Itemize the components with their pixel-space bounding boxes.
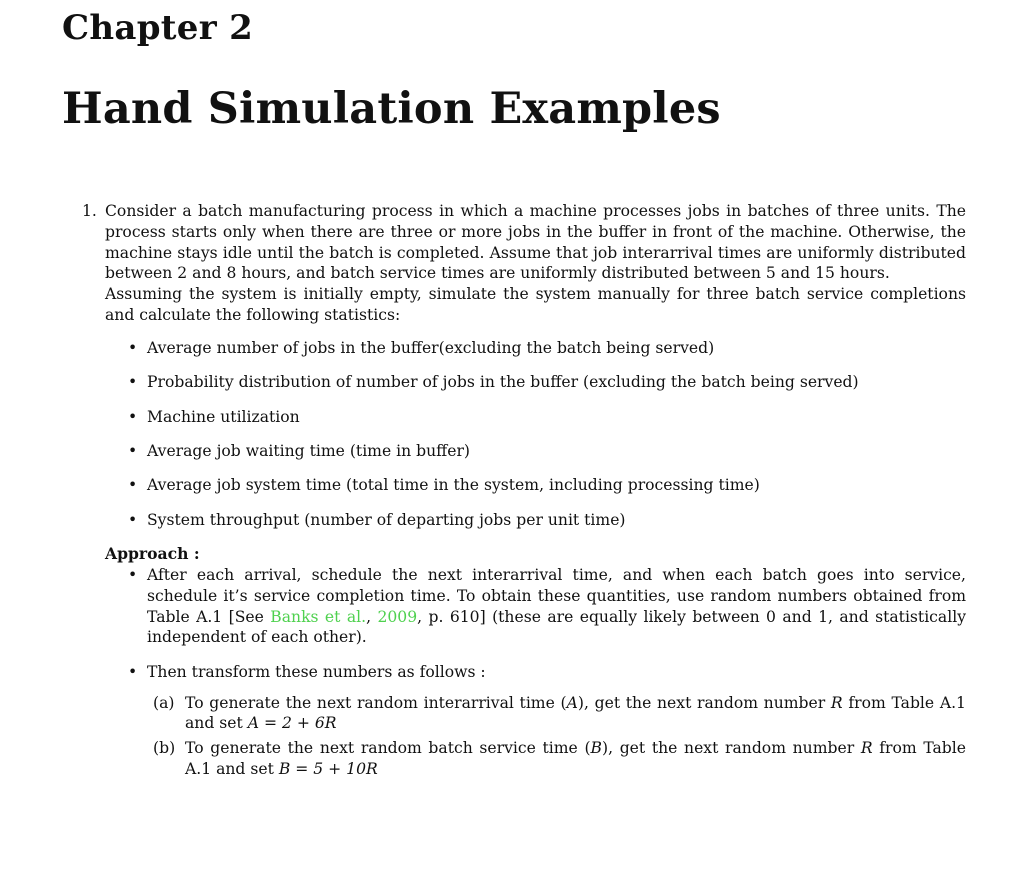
citation-year-link[interactable]: 2009 — [377, 607, 418, 626]
statistics-list — [105, 338, 966, 531]
list-item: • Average job waiting time (time in buffer) — [128, 441, 471, 460]
math-var: R — [860, 739, 873, 758]
bullet-icon: • — [128, 662, 138, 681]
formula: A = 2 + 6R — [247, 714, 337, 733]
problem-number: 1. — [82, 202, 97, 220]
math-var: R — [830, 693, 843, 712]
chapter-label: Chapter 2 — [62, 8, 254, 48]
list-item: • Machine utilization — [128, 407, 300, 426]
bullet-icon: • — [128, 476, 138, 495]
citation-author-link[interactable]: Banks et al. — [270, 607, 367, 626]
bullet-icon: • — [128, 407, 138, 426]
problem-paragraph-1: Consider a batch manufacturing process in which a machine processes jobs in batches of three units. The process starts only when there are three or more jobs in the buffer in front of the machine. Otherwise, the machine stays idle until the batch is completed. Assume that job interarrival times are uniformly distributed between 2 and 8 hours, and batch service times are uniformly distributed between 5 and 15 hours. — [105, 202, 966, 283]
bullet-icon: • — [128, 510, 138, 529]
transform-steps — [147, 693, 966, 780]
step-marker: (b) — [153, 739, 176, 758]
list-item: • Average job system time (total time in the system, including processing time) — [128, 476, 760, 495]
math-var: A — [566, 693, 578, 712]
list-item: • Average number of jobs in the buffer(excluding the batch being served) — [128, 338, 715, 357]
problem-1 — [80, 201, 966, 793]
problem-paragraph-2: Assuming the system is initially empty, simulate the system manually for three batch service completions and calculate the following statistics: — [105, 285, 966, 324]
list-item: • Probability distribution of number of jobs in the buffer (excluding the batch being served) — [128, 373, 859, 392]
math-var: B — [590, 739, 602, 758]
approach-list — [105, 565, 966, 780]
problem-body — [105, 201, 966, 780]
bullet-icon: • — [128, 373, 138, 392]
approach-item-schedule: • After each arrival, schedule the next interarrival time, and when each batch goes into service, schedule it’s service completion time. To obtain these quantities, use random numbers obtained from Table A.1 [See Banks et al., 2009, p. 610] (these are equally likely between 0 and 1, and statistically independent of each other). — [128, 565, 966, 647]
bullet-icon: • — [128, 565, 138, 584]
formula: B = 5 + 10R — [278, 759, 378, 778]
approach-heading: Approach : — [105, 544, 200, 564]
step-marker: (a) — [153, 693, 175, 712]
list-item: • System throughput (number of departing jobs per unit time) — [128, 510, 626, 529]
approach-item-transform: • Then transform these numbers as follows : (a) To generate the next random interarrival time (A), get the next random number R from Table A.1 and set A = 2 + 6R (b) To generate the next random batch service time (B), get the next random number R from Table A.1 and set B = 5 + 10R — [128, 662, 966, 778]
step-a: (a) To generate the next random interarrival time (A), get the next random number R from Table A.1 and set A = 2 + 6R — [153, 693, 966, 733]
step-b: (b) To generate the next random batch service time (B), get the next random number R from Table A.1 and set B = 5 + 10R — [153, 739, 966, 778]
bullet-icon: • — [128, 338, 138, 357]
bullet-icon: • — [128, 441, 138, 460]
chapter-title: Hand Simulation Examples — [62, 84, 721, 134]
